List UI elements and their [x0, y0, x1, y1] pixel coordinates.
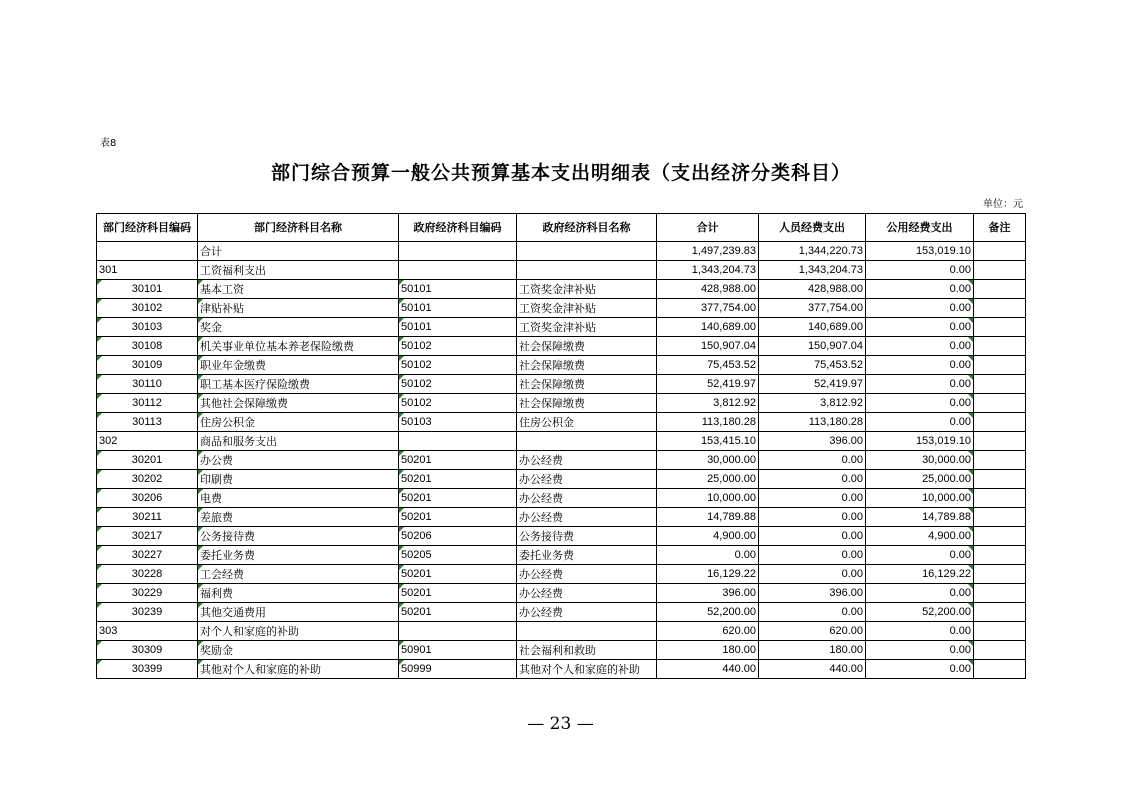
cell-public: 0.00: [866, 261, 974, 280]
cell-public: 0.00: [866, 660, 974, 679]
table-row: [97, 242, 1026, 261]
cell-dept-name: 委托业务费: [198, 546, 399, 565]
cell-personnel: 0.00: [759, 546, 866, 565]
budget-table: [96, 213, 1026, 679]
cell-note: [974, 527, 1026, 546]
table-row: [97, 508, 1026, 527]
cell-total: 10,000.00: [657, 489, 759, 508]
cell-note: [974, 432, 1026, 451]
cell-gov-name: 工资奖金津补贴: [517, 280, 657, 299]
cell-dept-code: 30399: [97, 660, 198, 679]
cell-dept-code: 30201: [97, 451, 198, 470]
table-row: [97, 584, 1026, 603]
cell-note: [974, 565, 1026, 584]
cell-note: [974, 470, 1026, 489]
cell-gov-name: 办公经费: [517, 451, 657, 470]
cell-dept-name: 工会经费: [198, 565, 399, 584]
table-row: [97, 394, 1026, 413]
cell-total: 180.00: [657, 641, 759, 660]
cell-dept-code: 30309: [97, 641, 198, 660]
cell-public: 0.00: [866, 394, 974, 413]
cell-gov-name: 其他对个人和家庭的补助: [517, 660, 657, 679]
table-row: [97, 470, 1026, 489]
cell-dept-code: 30227: [97, 546, 198, 565]
cell-note: [974, 356, 1026, 375]
cell-gov-name: 办公经费: [517, 584, 657, 603]
cell-public: 0.00: [866, 584, 974, 603]
cell-note: [974, 299, 1026, 318]
cell-gov-code: 50102: [399, 375, 517, 394]
cell-dept-code: 30206: [97, 489, 198, 508]
cell-gov-name: 办公经费: [517, 603, 657, 622]
cell-gov-name: 办公经费: [517, 508, 657, 527]
cell-public: 0.00: [866, 622, 974, 641]
table-header-row: [97, 214, 1026, 242]
cell-dept-code: 30110: [97, 375, 198, 394]
cell-dept-code: 30112: [97, 394, 198, 413]
cell-note: [974, 375, 1026, 394]
table-row: [97, 261, 1026, 280]
cell-note: [974, 280, 1026, 299]
cell-total: 14,789.88: [657, 508, 759, 527]
cell-dept-code: 302: [97, 432, 198, 451]
cell-dept-name: 其他社会保障缴费: [198, 394, 399, 413]
cell-gov-name: 工资奖金津补贴: [517, 318, 657, 337]
header-total: 合计: [657, 214, 759, 242]
table-row: [97, 489, 1026, 508]
cell-total: 0.00: [657, 546, 759, 565]
cell-total: 4,900.00: [657, 527, 759, 546]
cell-personnel: 377,754.00: [759, 299, 866, 318]
cell-public: 0.00: [866, 318, 974, 337]
cell-dept-name: 印刷费: [198, 470, 399, 489]
cell-dept-name: 办公费: [198, 451, 399, 470]
cell-gov-code: 50102: [399, 356, 517, 375]
table-row: [97, 299, 1026, 318]
cell-gov-code: 50201: [399, 603, 517, 622]
cell-dept-code: [97, 242, 198, 261]
header-note: 备注: [974, 214, 1026, 242]
table-row: [97, 432, 1026, 451]
cell-personnel: 396.00: [759, 432, 866, 451]
cell-gov-code: [399, 622, 517, 641]
table-row: [97, 318, 1026, 337]
cell-personnel: 440.00: [759, 660, 866, 679]
cell-dept-name: 福利费: [198, 584, 399, 603]
cell-dept-code: 30202: [97, 470, 198, 489]
cell-public: 16,129.22: [866, 565, 974, 584]
cell-dept-name: 合计: [198, 242, 399, 261]
cell-personnel: 0.00: [759, 451, 866, 470]
cell-dept-name: 奖金: [198, 318, 399, 337]
cell-total: 428,988.00: [657, 280, 759, 299]
cell-dept-code: 30108: [97, 337, 198, 356]
cell-note: [974, 546, 1026, 565]
cell-personnel: 620.00: [759, 622, 866, 641]
cell-public: 0.00: [866, 280, 974, 299]
cell-personnel: 52,419.97: [759, 375, 866, 394]
cell-note: [974, 337, 1026, 356]
cell-personnel: 0.00: [759, 565, 866, 584]
cell-note: [974, 261, 1026, 280]
cell-total: 1,343,204.73: [657, 261, 759, 280]
cell-total: 620.00: [657, 622, 759, 641]
cell-gov-name: [517, 622, 657, 641]
header-dept-code: 部门经济科目编码: [97, 214, 198, 242]
cell-total: 153,415.10: [657, 432, 759, 451]
table-row: [97, 603, 1026, 622]
header-gov-code: 政府经济科目编码: [399, 214, 517, 242]
cell-personnel: 428,988.00: [759, 280, 866, 299]
cell-gov-name: [517, 432, 657, 451]
cell-total: 377,754.00: [657, 299, 759, 318]
cell-total: 30,000.00: [657, 451, 759, 470]
table-body: [97, 242, 1026, 679]
cell-dept-name: 奖励金: [198, 641, 399, 660]
cell-personnel: 0.00: [759, 527, 866, 546]
cell-public: 10,000.00: [866, 489, 974, 508]
cell-gov-code: 50201: [399, 584, 517, 603]
cell-total: 396.00: [657, 584, 759, 603]
cell-dept-code: 30109: [97, 356, 198, 375]
cell-note: [974, 451, 1026, 470]
cell-dept-code: 30103: [97, 318, 198, 337]
cell-dept-name: 对个人和家庭的补助: [198, 622, 399, 641]
cell-dept-code: 301: [97, 261, 198, 280]
cell-dept-name: 基本工资: [198, 280, 399, 299]
cell-gov-name: 社会保障缴费: [517, 394, 657, 413]
cell-personnel: 1,343,204.73: [759, 261, 866, 280]
cell-public: 30,000.00: [866, 451, 974, 470]
cell-gov-name: 住房公积金: [517, 413, 657, 432]
cell-dept-name: 工资福利支出: [198, 261, 399, 280]
cell-dept-code: 30228: [97, 565, 198, 584]
cell-gov-code: 50101: [399, 299, 517, 318]
table-row: [97, 413, 1026, 432]
cell-personnel: 0.00: [759, 489, 866, 508]
cell-dept-code: 30229: [97, 584, 198, 603]
table-row: [97, 527, 1026, 546]
cell-dept-code: 30113: [97, 413, 198, 432]
cell-gov-name: 社会保障缴费: [517, 356, 657, 375]
cell-public: 0.00: [866, 299, 974, 318]
cell-personnel: 140,689.00: [759, 318, 866, 337]
table-row: [97, 622, 1026, 641]
cell-gov-name: 办公经费: [517, 470, 657, 489]
cell-dept-name: 住房公积金: [198, 413, 399, 432]
cell-gov-name: 社会福利和救助: [517, 641, 657, 660]
cell-public: 0.00: [866, 356, 974, 375]
cell-public: 0.00: [866, 641, 974, 660]
cell-gov-name: 办公经费: [517, 489, 657, 508]
cell-total: 150,907.04: [657, 337, 759, 356]
cell-dept-name: 差旅费: [198, 508, 399, 527]
cell-personnel: 180.00: [759, 641, 866, 660]
cell-gov-code: 50205: [399, 546, 517, 565]
cell-note: [974, 508, 1026, 527]
table-row: [97, 356, 1026, 375]
cell-note: [974, 489, 1026, 508]
cell-personnel: 0.00: [759, 603, 866, 622]
cell-note: [974, 584, 1026, 603]
cell-dept-name: 职业年金缴费: [198, 356, 399, 375]
cell-note: [974, 641, 1026, 660]
cell-personnel: 396.00: [759, 584, 866, 603]
cell-dept-name: 机关事业单位基本养老保险缴费: [198, 337, 399, 356]
cell-public: 52,200.00: [866, 603, 974, 622]
header-public: 公用经费支出: [866, 214, 974, 242]
table-row: [97, 451, 1026, 470]
table-row: [97, 280, 1026, 299]
cell-dept-code: 30239: [97, 603, 198, 622]
cell-gov-name: 社会保障缴费: [517, 375, 657, 394]
cell-gov-name: 公务接待费: [517, 527, 657, 546]
cell-public: 0.00: [866, 546, 974, 565]
cell-gov-code: 50901: [399, 641, 517, 660]
table-row: [97, 337, 1026, 356]
cell-dept-name: 商品和服务支出: [198, 432, 399, 451]
cell-gov-code: 50102: [399, 394, 517, 413]
header-dept-name: 部门经济科目名称: [198, 214, 399, 242]
cell-gov-name: 委托业务费: [517, 546, 657, 565]
unit-label: 单位：元: [983, 199, 1023, 210]
cell-gov-name: [517, 242, 657, 261]
cell-public: 0.00: [866, 375, 974, 394]
cell-gov-code: 50201: [399, 470, 517, 489]
table-row: [97, 641, 1026, 660]
cell-dept-name: 职工基本医疗保险缴费: [198, 375, 399, 394]
cell-total: 440.00: [657, 660, 759, 679]
page-number: — 23 —: [527, 714, 594, 734]
cell-dept-code: 30101: [97, 280, 198, 299]
table-row: [97, 375, 1026, 394]
page-title: 部门综合预算一般公共预算基本支出明细表（支出经济分类科目）: [270, 162, 851, 184]
cell-personnel: 150,907.04: [759, 337, 866, 356]
cell-dept-code: 30102: [97, 299, 198, 318]
cell-dept-name: 公务接待费: [198, 527, 399, 546]
cell-note: [974, 622, 1026, 641]
cell-gov-name: [517, 261, 657, 280]
cell-gov-code: [399, 242, 517, 261]
cell-total: 140,689.00: [657, 318, 759, 337]
cell-total: 75,453.52: [657, 356, 759, 375]
cell-personnel: 0.00: [759, 508, 866, 527]
cell-gov-code: 50102: [399, 337, 517, 356]
cell-gov-code: 50201: [399, 451, 517, 470]
table-row: [97, 546, 1026, 565]
cell-dept-name: 电费: [198, 489, 399, 508]
cell-gov-code: 50206: [399, 527, 517, 546]
cell-note: [974, 242, 1026, 261]
cell-personnel: 1,344,220.73: [759, 242, 866, 261]
cell-public: 0.00: [866, 337, 974, 356]
cell-public: 25,000.00: [866, 470, 974, 489]
cell-dept-code: 30217: [97, 527, 198, 546]
cell-note: [974, 413, 1026, 432]
cell-public: 153,019.10: [866, 432, 974, 451]
cell-note: [974, 318, 1026, 337]
cell-total: 52,200.00: [657, 603, 759, 622]
header-gov-name: 政府经济科目名称: [517, 214, 657, 242]
cell-note: [974, 603, 1026, 622]
cell-gov-name: 工资奖金津补贴: [517, 299, 657, 318]
cell-gov-code: 50201: [399, 565, 517, 584]
cell-gov-name: 社会保障缴费: [517, 337, 657, 356]
cell-personnel: 113,180.28: [759, 413, 866, 432]
table-row: [97, 660, 1026, 679]
table-id: 表8: [100, 138, 117, 149]
cell-dept-name: 其他对个人和家庭的补助: [198, 660, 399, 679]
cell-note: [974, 660, 1026, 679]
cell-gov-name: 办公经费: [517, 565, 657, 584]
cell-gov-code: 50999: [399, 660, 517, 679]
cell-total: 113,180.28: [657, 413, 759, 432]
cell-total: 52,419.97: [657, 375, 759, 394]
cell-personnel: 0.00: [759, 470, 866, 489]
cell-gov-code: [399, 432, 517, 451]
cell-gov-code: 50101: [399, 280, 517, 299]
cell-total: 25,000.00: [657, 470, 759, 489]
cell-dept-code: 303: [97, 622, 198, 641]
cell-dept-name: 其他交通费用: [198, 603, 399, 622]
table-row: [97, 565, 1026, 584]
cell-gov-code: 50101: [399, 318, 517, 337]
cell-total: 1,497,239.83: [657, 242, 759, 261]
cell-personnel: 3,812.92: [759, 394, 866, 413]
cell-dept-name: 津贴补贴: [198, 299, 399, 318]
cell-public: 14,789.88: [866, 508, 974, 527]
cell-dept-code: 30211: [97, 508, 198, 527]
cell-gov-code: 50201: [399, 489, 517, 508]
cell-note: [974, 394, 1026, 413]
cell-gov-code: 50201: [399, 508, 517, 527]
cell-gov-code: 50103: [399, 413, 517, 432]
cell-public: 4,900.00: [866, 527, 974, 546]
cell-total: 3,812.92: [657, 394, 759, 413]
cell-gov-code: [399, 261, 517, 280]
header-personnel: 人员经费支出: [759, 214, 866, 242]
cell-total: 16,129.22: [657, 565, 759, 584]
cell-public: 0.00: [866, 413, 974, 432]
cell-public: 153,019.10: [866, 242, 974, 261]
cell-personnel: 75,453.52: [759, 356, 866, 375]
